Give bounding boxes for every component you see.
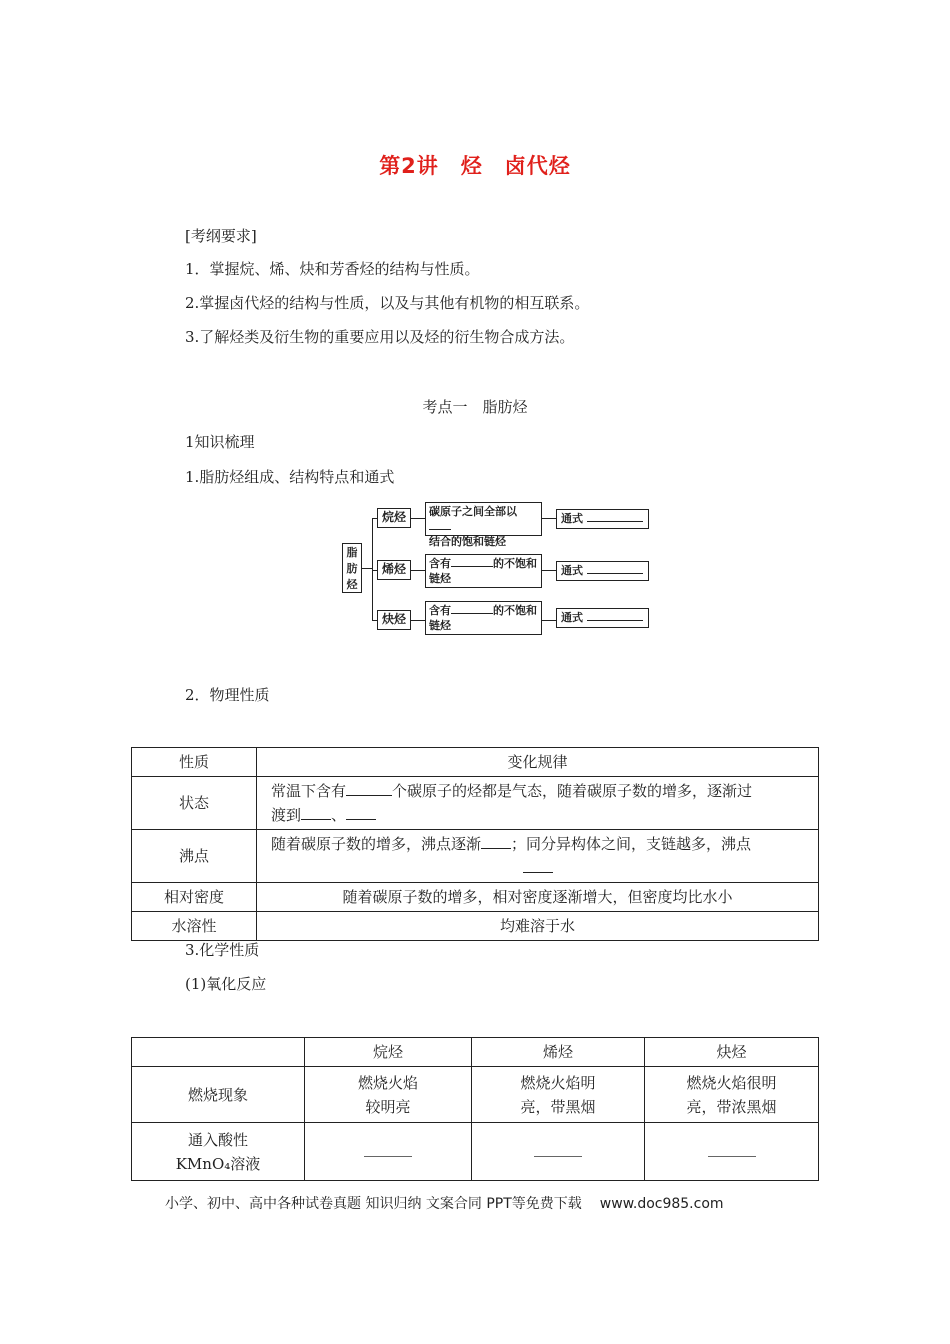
fill-blank <box>534 1156 582 1157</box>
diagram-alkane-desc: 碳原子之间全部以 结合的饱和链烃 <box>425 502 542 536</box>
diagram-alkane-formula: 通式 <box>556 509 649 529</box>
diagram-connector <box>542 620 556 621</box>
table-row <box>132 1067 819 1123</box>
table-header-cell <box>132 1038 305 1067</box>
fill-blank <box>587 521 643 522</box>
page-title: 第2讲 烃 卤代烃 <box>379 154 571 178</box>
syllabus-item-1: 1．掌握烷、烯、炔和芳香烃的结构与性质。 <box>185 260 480 278</box>
table-header-cell: 炔烃 <box>645 1038 819 1067</box>
diagram-connector <box>411 620 425 621</box>
fill-blank <box>346 795 392 796</box>
table-cell: 燃烧现象 <box>132 1067 305 1123</box>
diagram-connector <box>372 518 373 620</box>
table-cell: 沸点 <box>132 830 257 883</box>
table-cell <box>305 1123 472 1181</box>
diagram-connector <box>411 518 425 519</box>
section-title: 考点一 脂肪烃 <box>422 398 528 416</box>
fill-blank <box>346 819 376 820</box>
syllabus-item-3: 3.了解烃类及衍生物的重要应用以及烃的衍生物合成方法。 <box>185 328 575 346</box>
point3-heading: 3.化学性质 <box>185 941 260 959</box>
table-header-row <box>132 1038 819 1067</box>
diagram-alkene-formula: 通式 <box>556 561 649 581</box>
page-footer <box>165 1193 724 1213</box>
table-cell: 燃烧火焰 较明亮 <box>305 1067 472 1123</box>
table-row <box>132 912 819 941</box>
table-cell: 水溶性 <box>132 912 257 941</box>
table-cell <box>472 1123 645 1181</box>
table-header-row <box>132 748 819 777</box>
subsection-title: 1知识梳理 <box>185 433 255 451</box>
fill-blank <box>587 620 643 621</box>
table-cell: 通入酸性 KMnO₄溶液 <box>132 1123 305 1181</box>
fill-blank <box>451 566 493 567</box>
fill-blank <box>587 573 643 574</box>
table-cell: 相对密度 <box>132 883 257 912</box>
diagram-alkene-desc: 含有 的不饱和 链烃 <box>425 554 542 588</box>
fill-blank <box>708 1156 756 1157</box>
diagram-connector <box>362 568 372 569</box>
table-header-cell: 烷烃 <box>305 1038 472 1067</box>
syllabus-heading: [考纲要求] <box>185 227 257 245</box>
table-cell: 常温下含有 个碳原子的烃都是气态，随着碳原子数的增多，逐渐过 渡到 、 <box>257 777 819 830</box>
table-header-cell: 烯烃 <box>472 1038 645 1067</box>
table-cell <box>645 1123 819 1181</box>
diagram-connector <box>411 570 425 571</box>
table-cell: 随着碳原子数的增多，沸点逐渐 ；同分异构体之间，支链越多，沸点 <box>257 830 819 883</box>
fill-blank <box>523 872 553 873</box>
table-row <box>132 1123 819 1181</box>
diagram-alkyne-desc: 含有 的不饱和 链烃 <box>425 601 542 635</box>
table-row <box>132 777 819 830</box>
table-cell: 燃烧火焰很明 亮，带浓黑烟 <box>645 1067 819 1123</box>
point1-heading: 1.脂肪烃组成、结构特点和通式 <box>185 468 395 486</box>
fill-blank <box>364 1156 412 1157</box>
fill-blank <box>451 613 493 614</box>
table-header-cell: 性质 <box>132 748 257 777</box>
diagram-alkyne-box: 炔烃 <box>377 610 411 630</box>
table-header-cell: 变化规律 <box>257 748 819 777</box>
diagram-connector <box>542 570 556 571</box>
footer-text: 小学、初中、高中各种试卷真题 知识归纳 文案合同 PPT等免费下载 <box>165 1196 582 1212</box>
diagram-connector <box>542 518 556 519</box>
point2-heading: 2．物理性质 <box>185 686 270 704</box>
diagram-alkane-box: 烷烃 <box>377 508 411 528</box>
table-cell: 燃烧火焰明 亮，带黑烟 <box>472 1067 645 1123</box>
syllabus-item-2: 2.掌握卤代烃的结构与性质，以及与其他有机物的相互联系。 <box>185 294 590 312</box>
table-cell: 随着碳原子数的增多，相对密度逐渐增大，但密度均比水小 <box>257 883 819 912</box>
physical-properties-table <box>131 747 819 941</box>
fill-blank <box>429 529 451 530</box>
table-cell: 均难溶于水 <box>257 912 819 941</box>
oxidation-table <box>131 1037 819 1181</box>
table-cell: 状态 <box>132 777 257 830</box>
point3-1-heading: (1)氧化反应 <box>185 975 267 993</box>
table-row <box>132 830 819 883</box>
diagram-alkyne-formula: 通式 <box>556 608 649 628</box>
footer-link[interactable]: www.doc985.com <box>599 1196 724 1212</box>
table-row <box>132 883 819 912</box>
diagram-root-box: 脂肪烃 <box>342 543 362 593</box>
fill-blank <box>301 819 331 820</box>
fill-blank <box>481 848 511 849</box>
diagram-alkene-box: 烯烃 <box>377 560 411 580</box>
